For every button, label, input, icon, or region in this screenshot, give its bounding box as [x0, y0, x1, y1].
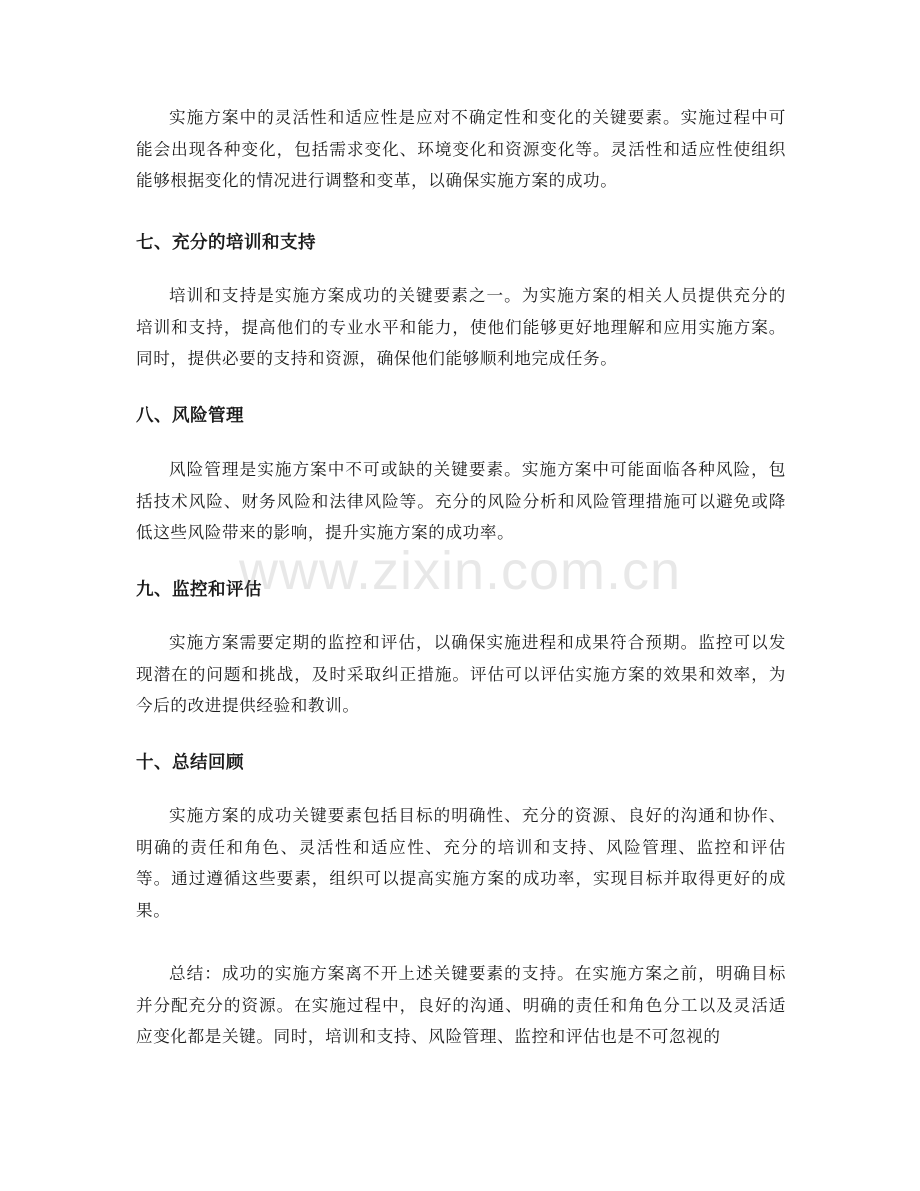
heading-training-support: 七、充分的培训和支持 [136, 233, 316, 253]
paragraph-training-support: 培训和支持是实施方案成功的关键要素之一。为实施方案的相关人员提供充分的培训和支持，提高他们的专业水平和能力，使他们能够更好地理解和应用实施方案。同时，提供必要的支持和资源，确保他们能够顺利地完成任务。 [136, 286, 786, 368]
paragraph-conclusion: 总结：成功的实施方案离不开上述关键要素的支持。在实施方案之前，明确目标并分配充分的资源。在实施过程中，良好的沟通、明确的责任和角色分工以及灵活适应变化都是关键。同时，培训和支持、风险管理、监控和评估也是不可忽视的 [136, 964, 786, 1046]
paragraph-flexibility: 实施方案中的灵活性和适应性是应对不确定性和变化的关键要素。实施过程中可能会出现各种变化，包括需求变化、环境变化和资源变化等。灵活性和适应性使组织能够根据变化的情况进行调整和变革，以确保实施方案的成功。 [136, 108, 786, 190]
paragraph-summary-review: 实施方案的成功关键要素包括目标的明确性、充分的资源、良好的沟通和协作、明确的责任和角色、灵活性和适应性、充分的培训和支持、风险管理、监控和评估等。通过遵循这些要素，组织可以提高实施方案的成功率，实现目标并取得更好的成果。 [136, 806, 786, 920]
paragraph-monitoring-evaluation: 实施方案需要定期的监控和评估，以确保实施进程和成果符合预期。监控可以发现潜在的问题和挑战，及时采取纠正措施。评估可以评估实施方案的效果和效率，为今后的改进提供经验和教训。 [136, 633, 786, 715]
heading-monitoring-evaluation: 九、监控和评估 [136, 580, 262, 600]
heading-risk-management: 八、风险管理 [136, 406, 244, 426]
paragraph-risk-management: 风险管理是实施方案中不可或缺的关键要素。实施方案中可能面临各种风险，包括技术风险、财务风险和法律风险等。充分的风险分析和风险管理措施可以避免或降低这些风险带来的影响，提升实施方案的成功率。 [136, 460, 786, 542]
watermark: www.zixin.com.cn [238, 541, 682, 601]
heading-summary-review: 十、总结回顾 [136, 753, 244, 773]
